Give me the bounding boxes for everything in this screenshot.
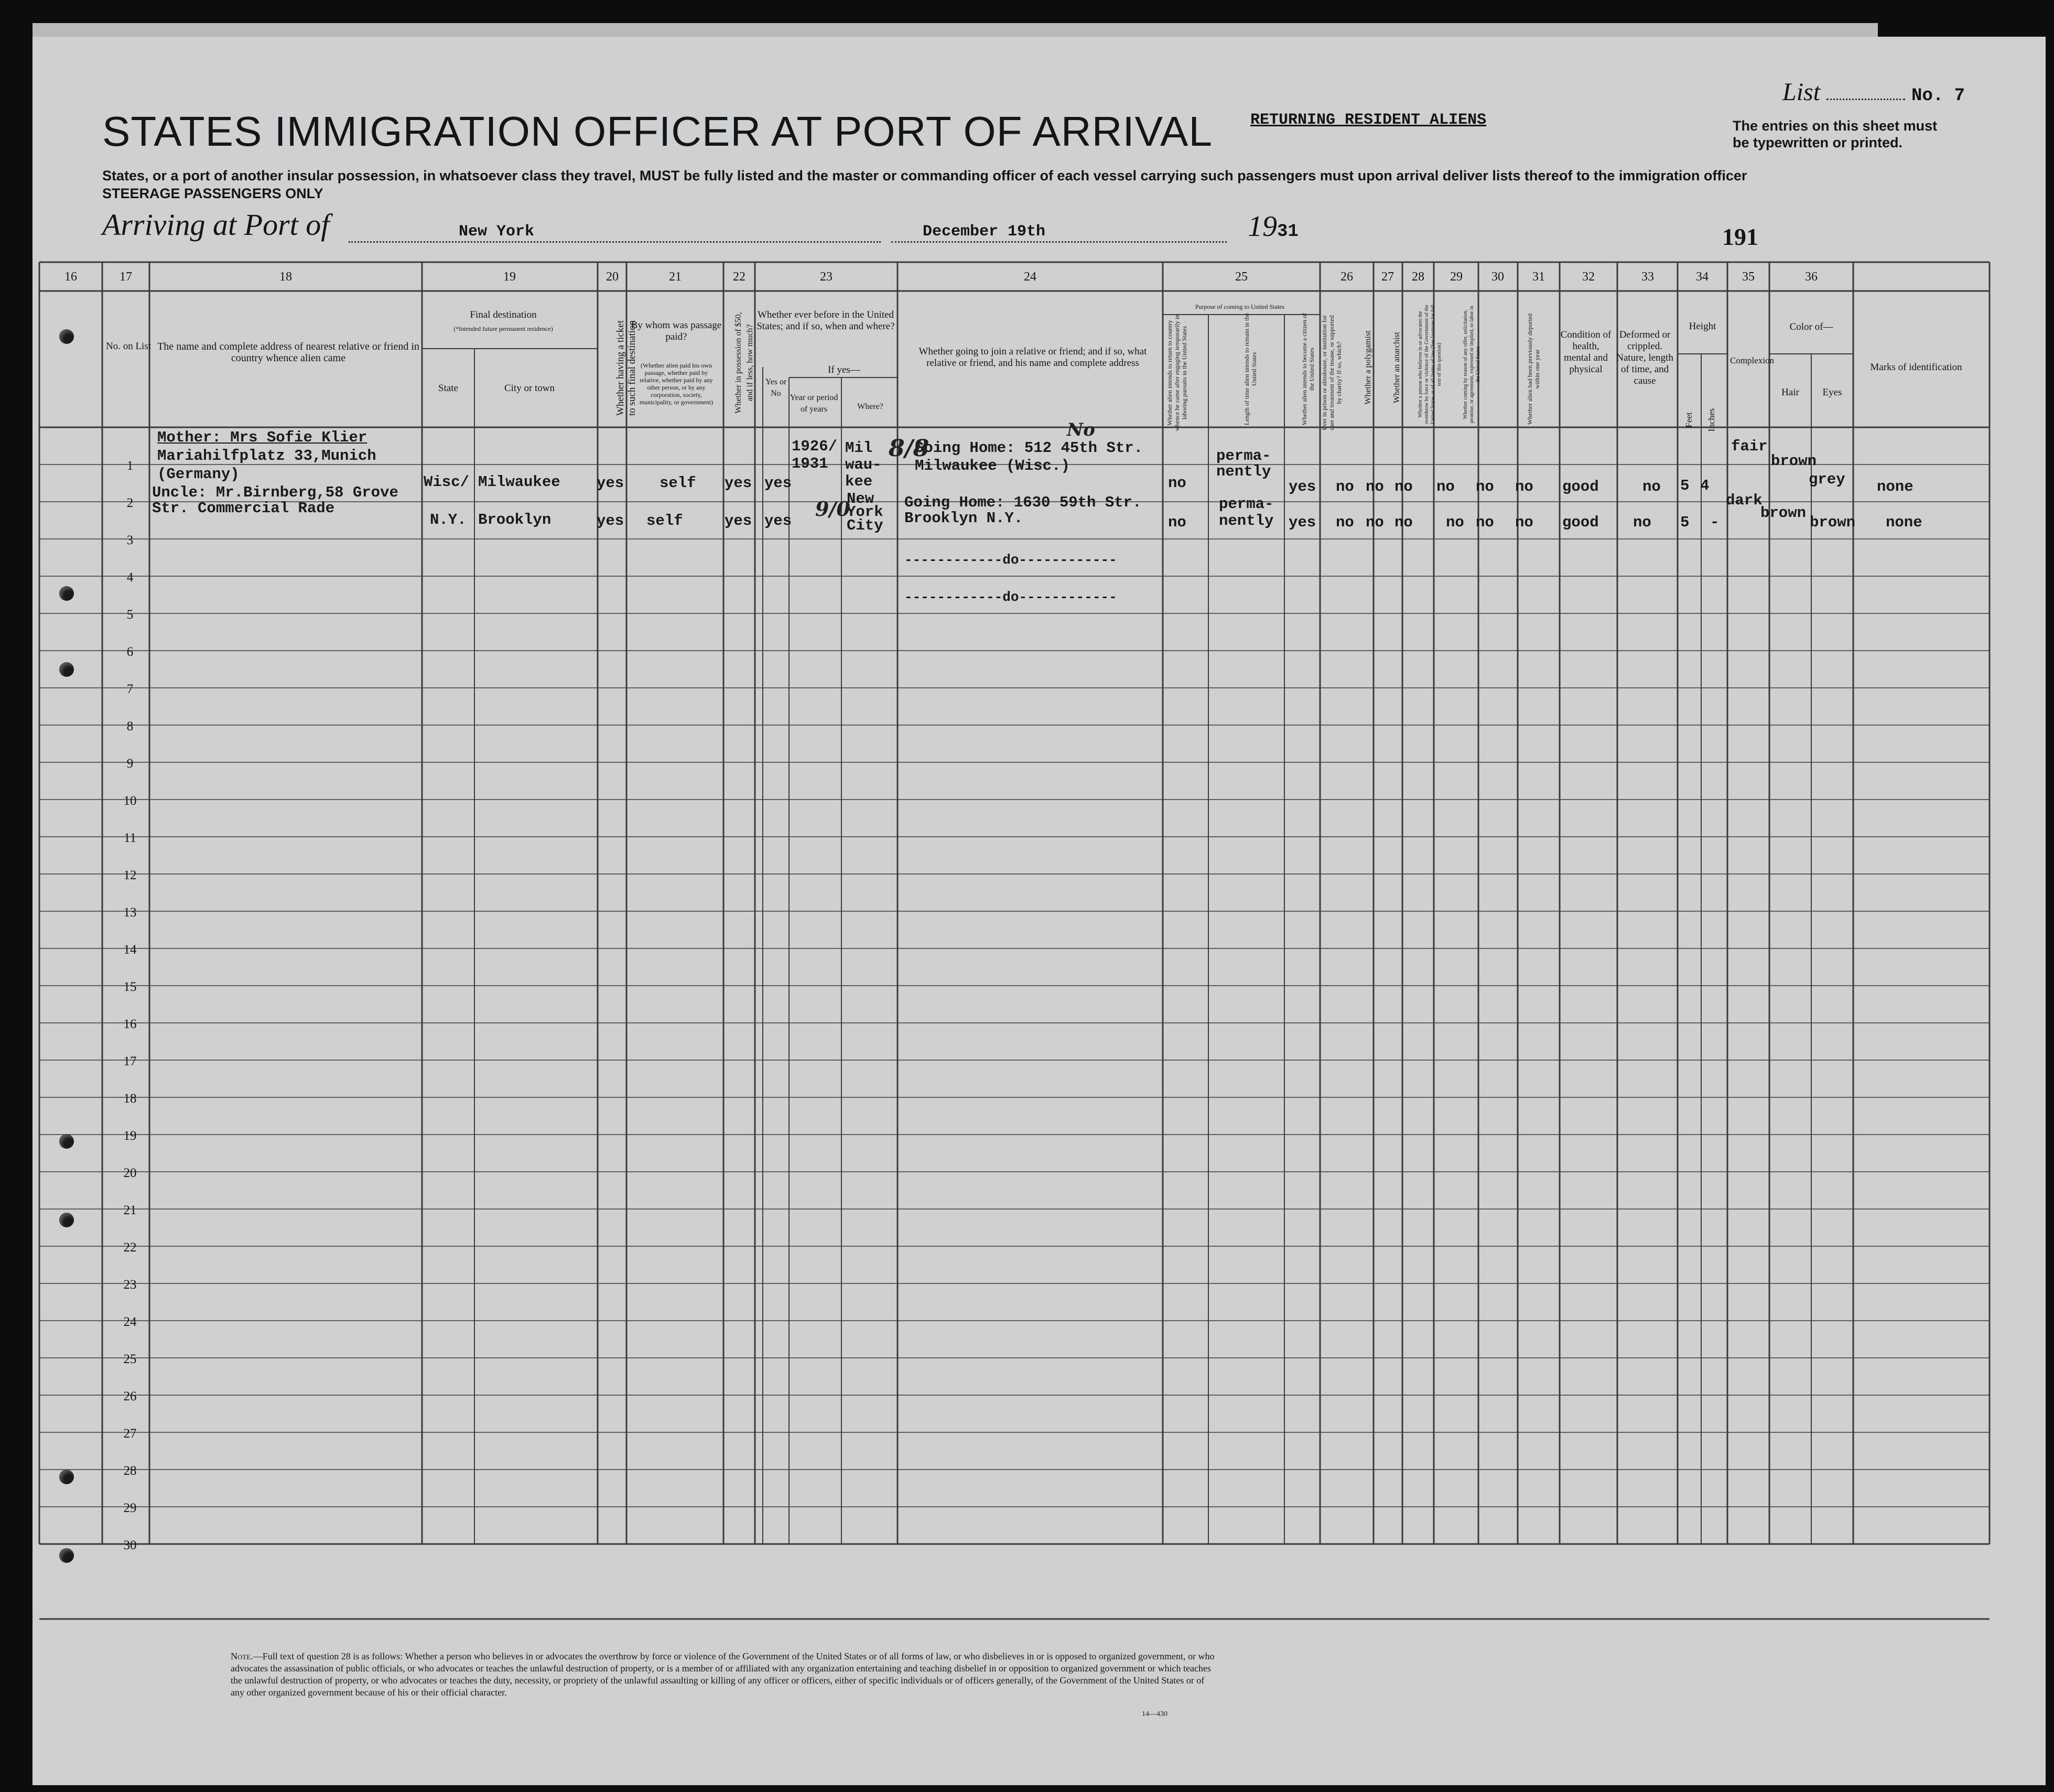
r1-join-line-1: Going Home: 512 45th Str. (915, 439, 1143, 457)
r2-return: no (1168, 514, 1186, 531)
col35-eyes-header: Eyes (1822, 387, 1842, 398)
col24b-header: Length of time alien intends to remain in the United States (1243, 313, 1258, 425)
column-number-25: 25 (1235, 270, 1248, 284)
row-number-3: 3 (126, 533, 134, 547)
handwritten-910: 9/0 (815, 497, 850, 521)
column-number-31: 31 (1532, 270, 1545, 284)
r1-where-1: Mil (845, 439, 873, 457)
row-number-14: 14 (123, 943, 137, 957)
r2-fifty: yes (725, 512, 752, 530)
r2-health: good (1562, 514, 1599, 531)
col22-header: Whether ever before in the United States; and if so, when and where? (756, 309, 895, 332)
row-number-6: 6 (126, 645, 134, 659)
column-number-32: 32 (1582, 270, 1595, 284)
row-number-25: 25 (123, 1352, 137, 1366)
col22-yesno-header: Yes or No (765, 377, 787, 398)
r1-q29: no (1476, 478, 1494, 495)
column-number-19: 19 (503, 270, 516, 284)
r1-complexion: fair (1731, 438, 1768, 455)
r1-state: Wisc/ (424, 473, 470, 491)
r2-join-line-1: Going Home: 1630 59th Str. (904, 494, 1142, 511)
column-number-33: 33 (1641, 270, 1654, 284)
r2-feet: 5 (1680, 514, 1690, 531)
row-number-23: 23 (123, 1278, 137, 1292)
column-number-30: 30 (1491, 270, 1504, 284)
row-number-4: 4 (126, 570, 134, 585)
r2-q29: no (1476, 514, 1494, 531)
row-number-24: 24 (123, 1315, 137, 1329)
column-number-21: 21 (669, 270, 682, 284)
r2-relative-line-2: Str. Commercial Rade (152, 500, 335, 517)
r2-relative-line-1: Uncle: Mr.Birnberg,58 Grove (152, 484, 398, 501)
r2-ticket: yes (597, 512, 624, 530)
r1-hair: brown (1771, 452, 1817, 470)
r2-before: yes (764, 512, 792, 530)
col22-where-header: Where? (857, 402, 883, 411)
r2-state: N.Y. (430, 511, 467, 528)
column-number-18: 18 (279, 270, 292, 284)
footnote-lead: Note. (231, 1651, 253, 1661)
r2-where-2: York (847, 503, 883, 521)
form-number: 14—430 (1142, 1710, 1167, 1718)
row-number-12: 12 (123, 868, 137, 882)
r1-ticket: yes (597, 474, 624, 492)
r3-join-ditto: ------------do------------ (904, 552, 1117, 568)
col33-inches-header: Inches (1706, 408, 1716, 432)
col18-subheader: (*Intended future permanent residence) (453, 325, 553, 332)
r1-join-line-2: Milwaukee (Wisc.) (915, 457, 1070, 474)
col20-header: By whom was passage paid? (631, 320, 722, 342)
r1-polygamist: no (1366, 478, 1384, 495)
row-number-5: 5 (126, 608, 134, 622)
handwritten-88: 8/8 (889, 435, 929, 462)
row-number-9: 9 (126, 757, 134, 771)
r2-where-3: City (847, 517, 883, 534)
r2-city: Brooklyn (478, 511, 552, 528)
r2-deformed: no (1633, 514, 1651, 531)
date-value: December 19th (923, 223, 1046, 241)
r1-prison: no (1336, 478, 1354, 495)
row-number-30: 30 (123, 1538, 137, 1552)
col23-header: Whether going to join a relative or friend; and if so, what relative or friend, and his name and complete address (918, 346, 1147, 369)
r2-length-2: nently (1219, 512, 1274, 530)
r2-q28: no (1446, 514, 1464, 531)
row-number-26: 26 (123, 1389, 137, 1404)
row-number-15: 15 (123, 980, 137, 994)
col24c-header: Whether alien intends to become a citizen of the United States (1301, 312, 1315, 426)
row-number-17: 17 (123, 1054, 137, 1068)
r1-paid: self (660, 474, 696, 492)
r1-fifty: yes (725, 474, 752, 492)
r2-inches: - (1710, 514, 1720, 531)
col20-subheader: (Whether alien paid his own passage, whether paid by relative, whether paid by any other person, or by any corporation, society, municipality, or government) (639, 362, 714, 406)
r2-prison: no (1336, 514, 1354, 531)
r1-deported: no (1515, 478, 1533, 495)
column-number-22: 22 (733, 270, 745, 284)
column-number-35: 35 (1742, 270, 1755, 284)
col25-header: Ever in prison or almshouse, or institution for care and treatment of the insane, or supported by charity? If so, which? (1321, 315, 1343, 430)
col16-header: No. on List (105, 341, 152, 352)
row-number-19: 19 (123, 1129, 137, 1143)
r1-return: no (1168, 474, 1186, 492)
col29-header: Whether coming by reason of any offer, solicitation, promise, or agreement, expressed or implied, to labor in the United States (1463, 305, 1481, 424)
r2-marks: none (1886, 514, 1922, 531)
col19-header: Whether having a ticket to such final destination (615, 320, 637, 416)
r1-relative-line-1: Mother: Mrs Sofie Klier (157, 429, 367, 446)
col33-feet-header: Feet (1684, 412, 1694, 428)
year-prefix: 19 (1248, 210, 1277, 243)
form-stamp: 191 (1722, 223, 1758, 250)
row-number-29: 29 (123, 1501, 137, 1515)
row-number-22: 22 (123, 1240, 137, 1255)
row-number-13: 13 (123, 905, 137, 920)
r2-hair: brown (1760, 504, 1807, 522)
col26-header: Whether a polygamist (1364, 330, 1372, 405)
r1-relative-line-2: Mariahilfplatz 33,Munich (157, 447, 376, 465)
r2-where-1: New (847, 490, 874, 508)
r1-city: Milwaukee (478, 473, 560, 491)
col34-header: Complexion (1730, 355, 1775, 365)
page-title: STATES IMMIGRATION OFFICER AT PORT OF ARRIVAL (102, 108, 1213, 155)
instructions-line-1: The entries on this sheet must (1733, 118, 1938, 134)
header-instructions-line-1: States, or a port of another insular possession, in whatsoever class they travel, MUST be fully listed and the master or commanding officer of each vessel carrying such passengers must upon arrival deliver lists thereof to the immigration officer (102, 168, 1747, 183)
col27-header: Whether an anarchist (1392, 332, 1401, 403)
r1-relative-line-3: (Germany) (157, 466, 240, 483)
r1-before: yes (764, 474, 792, 492)
r2-deported: no (1515, 514, 1533, 531)
port-value: New York (459, 223, 535, 241)
row-number-8: 8 (126, 719, 134, 733)
column-number-24: 24 (1024, 270, 1036, 284)
column-number-17: 17 (120, 270, 132, 284)
column-number-16: 16 (64, 270, 77, 284)
row-number-2: 2 (126, 496, 134, 510)
r1-marks: none (1877, 478, 1914, 495)
col30-header: Whether alien had been previously deported within one year (1526, 313, 1541, 425)
col22-year-header: Year or period of years (790, 393, 838, 414)
r1-health: good (1562, 478, 1599, 495)
list-label: List (1782, 78, 1821, 106)
r1-where-2: wau- (845, 456, 882, 473)
col35-hair-header: Hair (1781, 387, 1799, 398)
row-number-10: 10 (123, 794, 137, 808)
row-number-27: 27 (123, 1427, 137, 1441)
year-suffix: 31 (1277, 222, 1299, 242)
row-number-21: 21 (123, 1203, 137, 1217)
col22-ifyes-header: If yes— (828, 364, 860, 375)
row-number-16: 16 (123, 1017, 137, 1031)
r2-polygamist: no (1366, 514, 1384, 531)
footnote-text: —Full text of question 28 is as follows: Whether a person who believes in or advocates the overthrow by force or violence of the Government of the United States or of all forms of law, or who disbelieves in or is opposed to organized government, or who advocates the assassination of public officials, or who advocates or teaches the unlawful destruction of property, or is a member of or affiliated with any organization entertaining and teaching disbelief in or opposition to organized government or which teaches the unlawful destruction of property, or who advocates or teaches the duty, necessity, or propriety of the unlawful assaulting or killing of any officer or officers, either of specific individuals or of officers generally, of the Government of the United States or of any other organized government because of his or their official character. (231, 1651, 1215, 1698)
column-number-36: 36 (1805, 270, 1818, 284)
r2-complexion: dark (1726, 492, 1763, 509)
column-number-26: 26 (1340, 270, 1353, 284)
r2-eyes: brown (1810, 514, 1856, 531)
row-number-18: 18 (123, 1092, 137, 1106)
r1-citizen: yes (1289, 478, 1316, 495)
instructions-line-2: be typewritten or printed. (1733, 135, 1903, 150)
r1-length-1: perma- (1216, 447, 1271, 465)
r1-eyes: grey (1809, 471, 1845, 488)
column-number-23: 23 (820, 270, 833, 284)
footnote (231, 1650, 1216, 1699)
r1-length-2: nently (1216, 463, 1271, 480)
list-number-value: No. 7 (1911, 86, 1965, 106)
column-number-34: 34 (1696, 270, 1709, 284)
row-number-28: 28 (123, 1464, 137, 1478)
col24-header: Purpose of coming to United States (1195, 303, 1285, 310)
row-number-11: 11 (123, 831, 137, 845)
handwritten-no: No (1067, 419, 1095, 440)
col18-header: Final destination (470, 309, 537, 320)
column-number-29: 29 (1450, 270, 1463, 284)
col24a-header: Whether alien intends to return to country whence he came after engaging temporarily in laboring pursuits in the United States (1166, 314, 1188, 431)
header-instructions-line-2: STEERAGE PASSENGERS ONLY (102, 186, 323, 201)
col35-header: Color of— (1789, 321, 1833, 332)
col31-header: Condition of health, mental and physical (1560, 329, 1612, 375)
column-number-20: 20 (606, 270, 619, 284)
r1-years-1: 1926/ (792, 438, 838, 455)
column-number-27: 27 (1381, 270, 1394, 284)
col33-header: Height (1689, 321, 1716, 332)
r2-citizen: yes (1289, 514, 1316, 531)
r2-paid: self (646, 512, 683, 530)
column-number-28: 28 (1412, 270, 1424, 284)
r1-feet: 5 (1680, 477, 1690, 494)
r1-deformed: no (1642, 478, 1661, 495)
r2-length-1: perma- (1219, 495, 1274, 513)
col18-city-header: City or town (504, 383, 555, 394)
r2-join-line-2: Brooklyn N.Y. (904, 510, 1023, 527)
r1-q28: no (1436, 478, 1455, 495)
row-number-20: 20 (123, 1166, 137, 1180)
arriving-label: Arriving at Port of (102, 208, 330, 242)
r1-anarchist: no (1394, 478, 1413, 495)
col17-header: The name and complete address of nearest relative or friend in country whence alien came (157, 341, 419, 364)
returning-aliens-stamp: RETURNING RESIDENT ALIENS (1250, 111, 1487, 129)
col21-header: Whether in possession of $50, and if less, how much? (734, 312, 754, 414)
r4-join-ditto: ------------do------------ (904, 589, 1117, 605)
col32-header: Deformed or crippled. Nature, length of time, and cause (1616, 329, 1673, 386)
col18-state-header: State (438, 383, 458, 394)
r1-where-3: kee (845, 473, 873, 490)
row-number-1: 1 (126, 459, 134, 473)
col28-header: Whether a person who believes in or advocates the overthrow by force or violence of the Government of the United States or of all forms of law (See footnote for full text of this question) (1418, 305, 1442, 424)
r1-years-2: 1931 (792, 455, 828, 472)
r2-anarchist: no (1394, 514, 1413, 531)
r1-inches: 4 (1700, 477, 1710, 494)
row-number-7: 7 (126, 682, 134, 696)
col36-header: Marks of identification (1870, 362, 1962, 373)
